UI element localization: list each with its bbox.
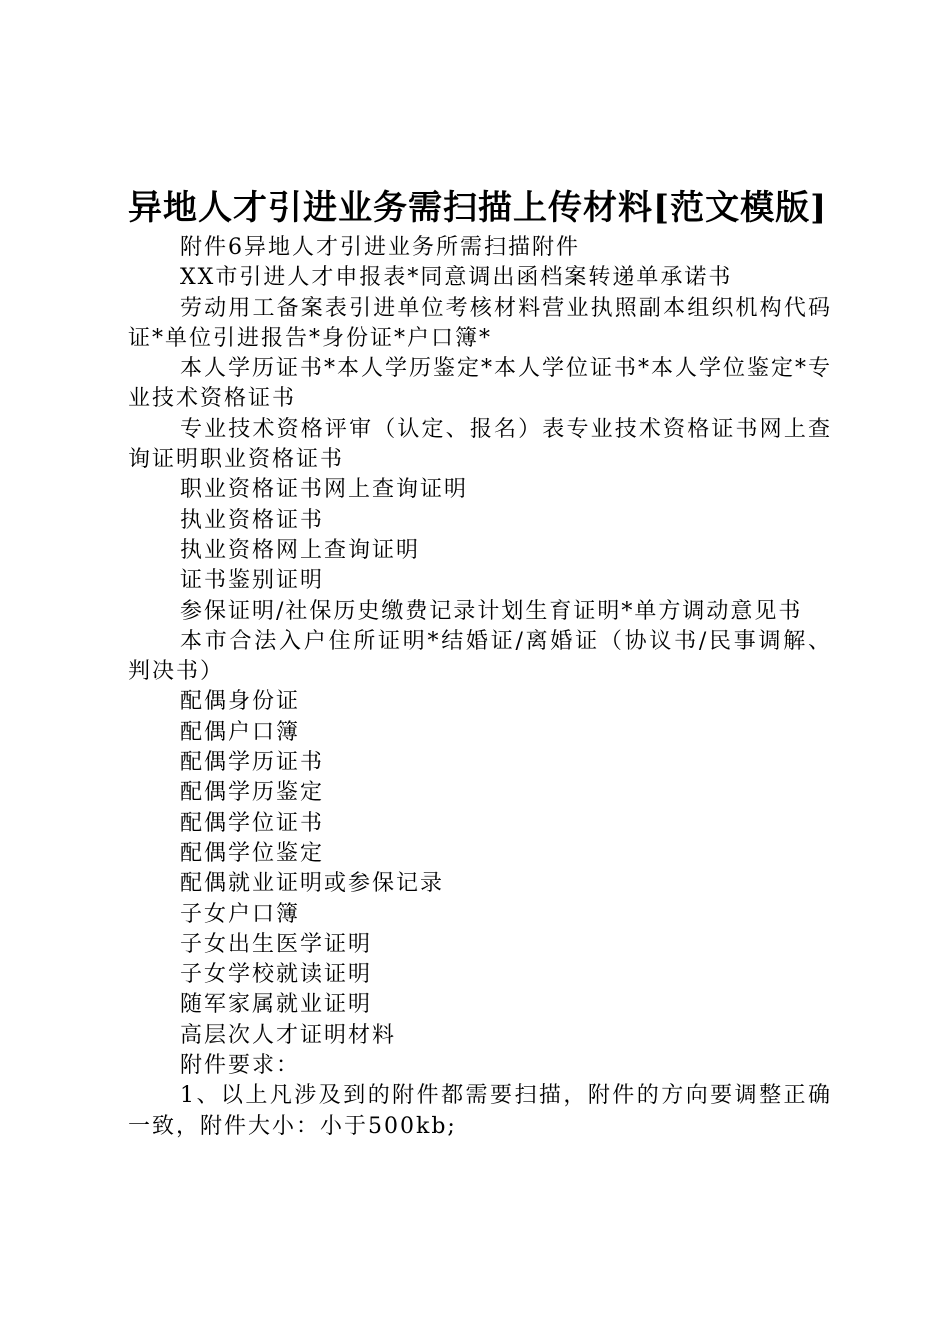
paragraph: 本人学历证书*本人学历鉴定*本人学位证书*本人学位鉴定*专业技术资格证书 bbox=[128, 356, 833, 412]
paragraph: 职业资格证书网上查询证明 bbox=[180, 477, 469, 503]
paragraph: 劳动用工备案表引进单位考核材料营业执照副本组织机构代码证*单位引进报告*身份证*户口簿* bbox=[128, 295, 832, 351]
paragraph: 配偶身份证 bbox=[180, 689, 301, 715]
paragraph: 高层次人才证明材料 bbox=[180, 1022, 397, 1048]
paragraph: 1、以上凡涉及到的附件都需要扫描，附件的方向要调整正确一致，附件大小：小于500kb; bbox=[128, 1083, 832, 1139]
paragraph: 证书鉴别证明 bbox=[180, 568, 325, 594]
document-body bbox=[128, 233, 832, 1142]
paragraph: 配偶户口簿 bbox=[180, 719, 301, 745]
document-title: 异地人才引进业务需扫描上传材料[范文模版] bbox=[128, 188, 828, 228]
paragraph: 子女学校就读证明 bbox=[180, 962, 373, 988]
paragraph: 执业资格网上查询证明 bbox=[180, 537, 421, 563]
paragraph: 附件6异地人才引进业务所需扫描附件 bbox=[180, 235, 580, 260]
paragraph: 配偶学历鉴定 bbox=[180, 780, 325, 806]
paragraph: 配偶学历证书 bbox=[180, 750, 325, 776]
paragraph: 配偶学位证书 bbox=[180, 810, 325, 836]
paragraph: 子女户口簿 bbox=[180, 901, 301, 927]
paragraph: XX市引进人才申报表*同意调出函档案转递单承诺书 bbox=[180, 265, 733, 291]
paragraph: 随军家属就业证明 bbox=[180, 992, 373, 1018]
paragraph: 配偶学位鉴定 bbox=[180, 840, 325, 866]
paragraph: 配偶就业证明或参保记录 bbox=[180, 871, 445, 897]
paragraph: 附件要求： bbox=[180, 1053, 301, 1079]
paragraph: 专业技术资格评审（认定、报名）表专业技术资格证书网上查询证明职业资格证书 bbox=[128, 416, 832, 473]
paragraph: 执业资格证书 bbox=[180, 507, 325, 533]
paragraph: 子女出生医学证明 bbox=[180, 931, 373, 957]
paragraph: 参保证明/社保历史缴费记录计划生育证明*单方调动意见书 bbox=[180, 598, 803, 624]
paragraph: 本市合法入户住所证明*结婚证/离婚证（协议书/民事调解、判决书） bbox=[128, 628, 832, 685]
